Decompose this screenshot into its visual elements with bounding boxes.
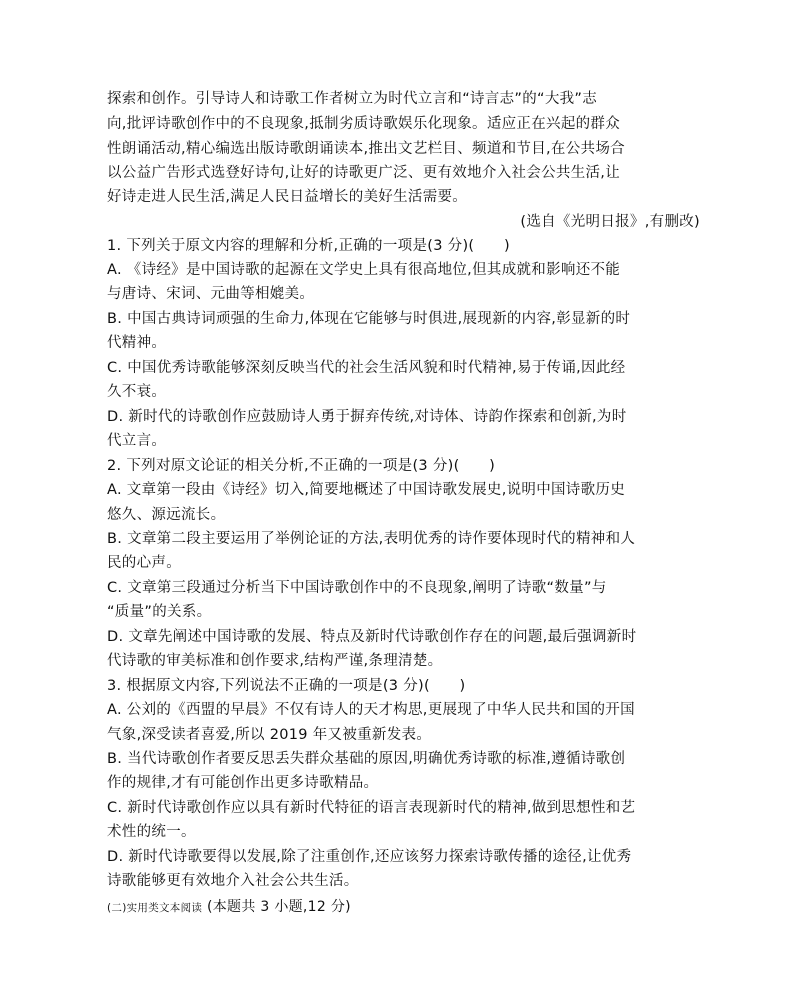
section-heading: [107, 898, 707, 917]
section-label: (二)实用类文本阅读: [107, 902, 203, 914]
question-1-option-d: 代立言。: [107, 433, 167, 449]
question-3-option-c: C. 新时代诗歌创作应以具有新时代特征的语言表现新时代的精神,做到思想性和艺: [107, 800, 636, 816]
question-2-option-d: D. 文章先阐述中国诗歌的发展、特点及新时代诗歌创作存在的问题,最后强调新时: [107, 629, 637, 645]
question-3-option-b: 作的规律,才有可能创作出更多诗歌精品。: [107, 775, 379, 791]
question-1-option-b: 代精神。: [107, 335, 167, 351]
question-1-stem: 1. 下列关于原文内容的理解和分析,正确的一项是(3 分)( ): [107, 238, 510, 254]
question-2-option-d: 代诗歌的审美标准和创作要求,结构严谨,条理清楚。: [107, 653, 443, 669]
passage-line: 性朗诵活动,精心编选出版诗歌朗诵读本,推出文艺栏目、频道和节目,在公共场合: [107, 141, 625, 157]
question-3-option-b: B. 当代诗歌创作者要反思丢失群众基础的原因,明确优秀诗歌的标准,遵循诗歌创: [107, 751, 626, 767]
question-3-option-d: D. 新时代诗歌要得以发展,除了注重创作,还应该努力探索诗歌传播的途径,让优秀: [107, 849, 632, 865]
question-3-option-a: A. 公刘的《西盟的早晨》不仅有诗人的天才构思,更展现了中华人民共和国的开国: [107, 702, 635, 718]
question-3-option-c: 术性的统一。: [107, 824, 196, 840]
question-1-option-c: 久不衰。: [107, 384, 167, 400]
question-2-option-c: “质量”的关系。: [107, 604, 212, 620]
question-1-option-b: B. 中国古典诗词顽强的生命力,体现在它能够与时俱进,展现新的内容,彰显新的时: [107, 311, 631, 327]
question-1-option-c: C. 中国优秀诗歌能够深刻反映当代的社会生活风貌和时代精神,易于传诵,因此经: [107, 360, 626, 376]
passage-source: (选自《光明日报》,有删改): [520, 214, 700, 230]
question-2-option-b: B. 文章第二段主要运用了举例论证的方法,表明优秀的诗作要体现时代的精神和人: [107, 531, 636, 547]
question-2-option-a: 悠久、源远流长。: [107, 507, 226, 523]
passage-line: 好诗走进人民生活,满足人民日益增长的美好生活需要。: [107, 189, 468, 205]
question-2-stem: 2. 下列对原文论证的相关分析,不正确的一项是(3 分)( ): [107, 458, 496, 474]
passage-line: 向,批评诗歌创作中的不良现象,抵制劣质诗歌娱乐化现象。适应正在兴起的群众: [107, 116, 621, 132]
question-3-option-d: 诗歌能够更有效地介入社会公共生活。: [107, 873, 359, 889]
section-detail: (本题共 3 小题,12 分): [202, 899, 351, 915]
question-1-option-a: 与唐诗、宋词、元曲等相媲美。: [107, 286, 315, 302]
question-2-option-c: C. 文章第三段通过分析当下中国诗歌创作中的不良现象,阐明了诗歌“数量”与: [107, 580, 607, 596]
question-2-option-b: 民的心声。: [107, 555, 181, 571]
passage-line: 以公益广告形式选登好诗句,让好的诗歌更广泛、更有效地介入社会公共生活,让: [107, 165, 621, 181]
question-2-option-a: A. 文章第一段由《诗经》切入,简要地概述了中国诗歌发展史,说明中国诗歌历史: [107, 482, 625, 498]
passage-line: 探索和创作。引导诗人和诗歌工作者树立为时代立言和“诗言志”的“大我”志: [107, 91, 598, 107]
question-3-stem: 3. 根据原文内容,下列说法不正确的一项是(3 分)( ): [107, 678, 466, 694]
question-1-option-d: D. 新时代的诗歌创作应鼓励诗人勇于摒弃传统,对诗体、诗韵作探索和创新,为时: [107, 409, 627, 425]
question-1-option-a: A. 《诗经》是中国诗歌的起源在文学史上具有很高地位,但其成就和影响还不能: [107, 262, 621, 278]
question-3-option-a: 气象,深受读者喜爱,所以 2019 年又被重新发表。: [107, 727, 432, 743]
